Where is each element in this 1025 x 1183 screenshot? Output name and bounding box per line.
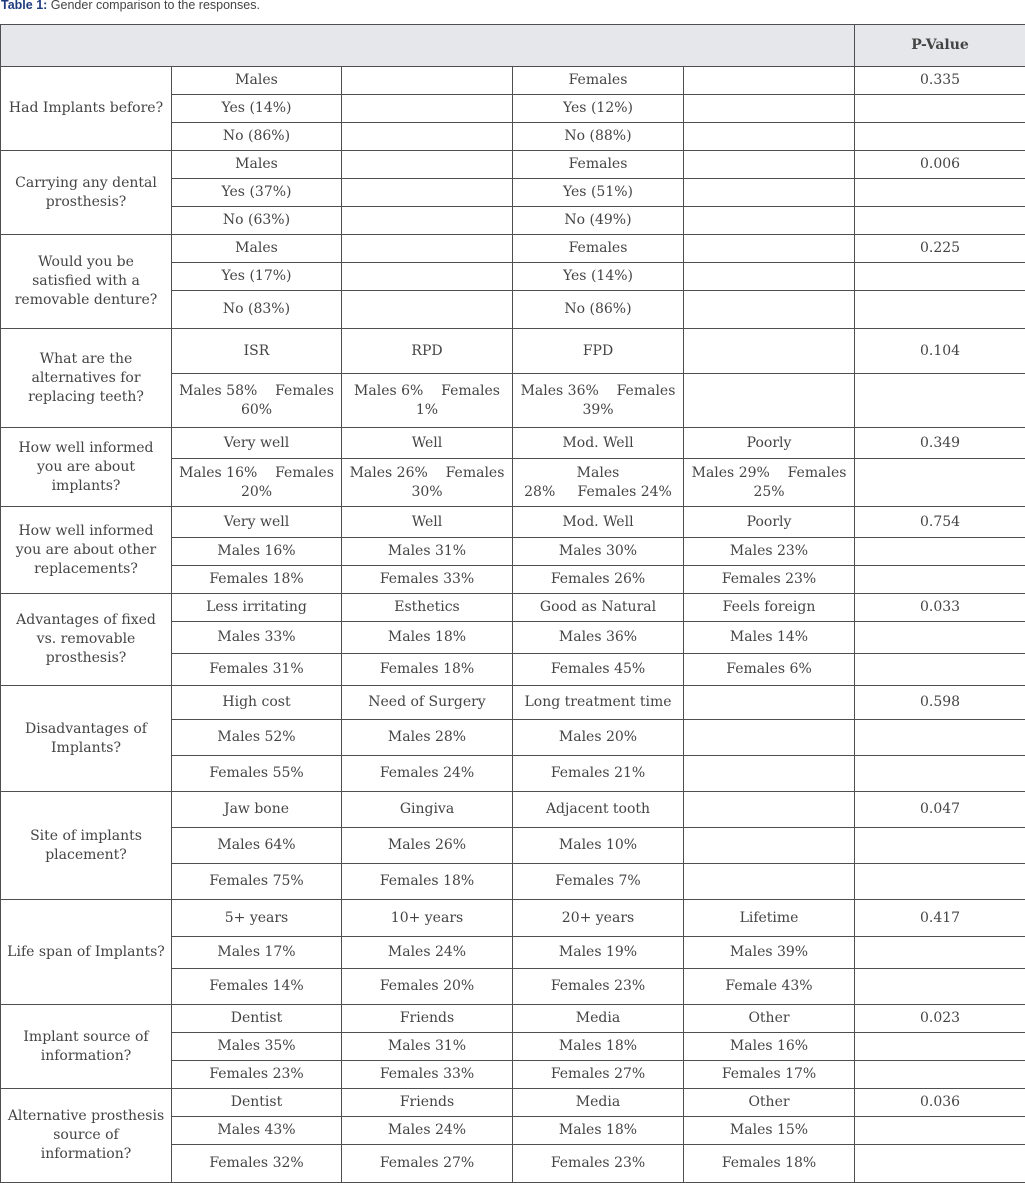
response-cell: Dentist [172,1005,342,1033]
response-cell: Females 24% [342,756,513,792]
pvalue-cell: 0.104 [855,329,1025,374]
response-cell: Yes (14%) [513,263,684,291]
pvalue-cell [855,969,1025,1005]
table-row [1,329,1025,374]
pvalue-cell: 0.417 [855,900,1025,937]
pvalue-cell [855,1117,1025,1145]
response-cell: Males [172,235,342,263]
response-cell: Males 30% [513,538,684,566]
pvalue-cell [855,756,1025,792]
response-cell [684,235,855,263]
response-cell: Well [342,428,513,459]
response-cell: Other [684,1089,855,1117]
response-cell: Females 14% [172,969,342,1005]
response-cell [684,179,855,207]
pvalue-cell [855,291,1025,329]
pvalue-cell: 0.335 [855,67,1025,95]
pvalue-cell [855,720,1025,756]
response-cell: Females 18% [172,566,342,594]
question-cell: Advantages of fixed vs. removable prosthesis? [1,594,172,686]
response-cell: Gingiva [342,792,513,828]
caption-label: Table 1: [1,0,47,12]
response-cell [684,123,855,151]
table-row [1,235,1025,263]
response-cell [342,151,513,179]
response-cell: Males 33% [172,622,342,654]
response-cell: Females [513,151,684,179]
response-cell: Other [684,1005,855,1033]
response-cell: Media [513,1005,684,1033]
pvalue-cell: 0.036 [855,1089,1025,1117]
response-cell: ISR [172,329,342,374]
response-cell: No (88%) [513,123,684,151]
response-cell [684,67,855,95]
response-cell: Females 20% [342,969,513,1005]
question-cell: Life span of Implants? [1,900,172,1005]
pvalue-cell [855,179,1025,207]
response-cell: Males 18% [513,1033,684,1061]
response-cell: Females 23% [684,566,855,594]
response-cell: Females 23% [513,969,684,1005]
pvalue-cell: 0.047 [855,792,1025,828]
question-cell: Alternative prosthesis source of information? [1,1089,172,1183]
response-cell: Males 36% Females 39% [513,374,684,428]
pvalue-cell: 0.349 [855,428,1025,459]
response-cell: Males 31% [342,1033,513,1061]
response-cell: Males 6% Females 1% [342,374,513,428]
response-cell: 5+ years [172,900,342,937]
response-cell [684,263,855,291]
response-cell: Males [172,151,342,179]
response-cell [342,263,513,291]
table-row [1,151,1025,179]
response-cell: Poorly [684,507,855,538]
response-cell: Males 18% [513,1117,684,1145]
response-cell: Good as Natural [513,594,684,622]
question-cell: How well informed you are about implants? [1,428,172,507]
response-cell: Males 31% [342,538,513,566]
response-cell: Males 29% Females 25% [684,459,855,507]
response-cell: Males 35% [172,1033,342,1061]
table-caption [1,0,260,14]
response-cell: Yes (37%) [172,179,342,207]
response-cell: Females 17% [684,1061,855,1089]
question-cell: Implant source of information? [1,1005,172,1089]
question-cell: What are the alternatives for replacing teeth? [1,329,172,428]
response-cell [684,374,855,428]
response-cell: Males 43% [172,1117,342,1145]
response-cell [342,235,513,263]
response-cell [684,686,855,720]
response-cell: Females 26% [513,566,684,594]
pvalue-cell: 0.023 [855,1005,1025,1033]
response-cell: Females 32% [172,1145,342,1183]
response-cell: Jaw bone [172,792,342,828]
pvalue-cell [855,937,1025,969]
response-cell: Males 26% [342,828,513,864]
table-header-row [1,25,1025,67]
response-cell: Males 23% [684,538,855,566]
table-row [1,428,1025,459]
response-cell: Long treatment time [513,686,684,720]
response-cell: Males 18% [342,622,513,654]
response-cell: Males 19% [513,937,684,969]
response-cell: Lifetime [684,900,855,937]
response-cell [684,207,855,235]
response-cell [684,151,855,179]
pvalue-cell: 0.225 [855,235,1025,263]
response-cell: Males 26% Females 30% [342,459,513,507]
pvalue-cell: 0.006 [855,151,1025,179]
table-row [1,686,1025,720]
response-cell: Esthetics [342,594,513,622]
response-cell: Need of Surgery [342,686,513,720]
question-cell: Disadvantages of Implants? [1,686,172,792]
response-cell: Dentist [172,1089,342,1117]
table-row [1,594,1025,622]
response-cell: Less irritating [172,594,342,622]
response-cell [684,95,855,123]
pvalue-cell [855,864,1025,900]
question-cell: Had Implants before? [1,67,172,151]
question-cell: Site of implants placement? [1,792,172,900]
response-cell: Females 33% [342,1061,513,1089]
pvalue-cell [855,654,1025,686]
response-cell: Yes (51%) [513,179,684,207]
pvalue-cell [855,538,1025,566]
pvalue-cell [855,622,1025,654]
response-cell: Females 18% [684,1145,855,1183]
response-cell: High cost [172,686,342,720]
response-cell: Friends [342,1089,513,1117]
response-cell [684,828,855,864]
response-cell: No (86%) [172,123,342,151]
response-cell [684,720,855,756]
response-cell: Males [172,67,342,95]
pvalue-cell [855,566,1025,594]
response-cell [342,291,513,329]
response-cell: Females 31% [172,654,342,686]
response-cell: Females [513,235,684,263]
response-cell [342,179,513,207]
response-cell: No (63%) [172,207,342,235]
response-cell: 20+ years [513,900,684,937]
response-cell: Females 21% [513,756,684,792]
response-cell: Females 18% [342,864,513,900]
table-row [1,792,1025,828]
response-cell: Females 27% [342,1145,513,1183]
pvalue-cell [855,459,1025,507]
pvalue-header: P-Value [855,25,1025,67]
comparison-table [0,24,1025,1183]
response-cell: Males 24% [342,1117,513,1145]
response-cell [684,864,855,900]
pvalue-cell [855,1061,1025,1089]
pvalue-cell [855,828,1025,864]
table-row [1,900,1025,937]
response-cell: Females 18% [342,654,513,686]
response-cell: Males 20% [513,720,684,756]
table-row [1,1005,1025,1033]
response-cell: Males 10% [513,828,684,864]
response-cell: Mod. Well [513,507,684,538]
question-cell: Would you be satisfied with a removable denture? [1,235,172,329]
response-cell: FPD [513,329,684,374]
response-cell: Females [513,67,684,95]
pvalue-cell [855,123,1025,151]
response-cell: Media [513,1089,684,1117]
response-cell: Very well [172,507,342,538]
response-cell: Yes (17%) [172,263,342,291]
response-cell: Males 14% [684,622,855,654]
response-cell: Males 28% Females 24% [513,459,684,507]
caption-text: Gender comparison to the responses. [47,0,260,12]
response-cell [342,207,513,235]
pvalue-cell: 0.033 [855,594,1025,622]
response-cell [684,756,855,792]
pvalue-cell [855,95,1025,123]
response-cell: Yes (14%) [172,95,342,123]
pvalue-cell: 0.598 [855,686,1025,720]
response-cell: Males 58% Females 60% [172,374,342,428]
pvalue-cell [855,1033,1025,1061]
response-cell: Adjacent tooth [513,792,684,828]
table-row [1,1089,1025,1117]
response-cell: Males 24% [342,937,513,969]
response-cell: Males 16% Females 20% [172,459,342,507]
response-cell: Mod. Well [513,428,684,459]
pvalue-cell [855,207,1025,235]
response-cell: Female 43% [684,969,855,1005]
response-cell [342,95,513,123]
response-cell [684,792,855,828]
response-cell: Females 27% [513,1061,684,1089]
response-cell [684,329,855,374]
pvalue-cell [855,374,1025,428]
response-cell: Males 16% [684,1033,855,1061]
response-cell: 10+ years [342,900,513,937]
table-row [1,67,1025,95]
response-cell: Females 23% [513,1145,684,1183]
response-cell: Females 45% [513,654,684,686]
response-cell: Females 33% [342,566,513,594]
response-cell: Males 15% [684,1117,855,1145]
question-cell: Carrying any dental prosthesis? [1,151,172,235]
response-cell: Females 6% [684,654,855,686]
response-cell: No (49%) [513,207,684,235]
response-cell: Males 64% [172,828,342,864]
response-cell [342,67,513,95]
response-cell: Males 16% [172,538,342,566]
response-cell: Males 36% [513,622,684,654]
response-cell: Males 39% [684,937,855,969]
response-cell: Males 52% [172,720,342,756]
pvalue-cell [855,1145,1025,1183]
response-cell: Feels foreign [684,594,855,622]
response-cell: Males 28% [342,720,513,756]
response-cell: RPD [342,329,513,374]
response-cell: Females 23% [172,1061,342,1089]
response-cell: Well [342,507,513,538]
response-cell: Females 55% [172,756,342,792]
header-blank-cell [1,25,855,67]
question-cell: How well informed you are about other replacements? [1,507,172,594]
response-cell: Friends [342,1005,513,1033]
response-cell: Males 17% [172,937,342,969]
pvalue-cell [855,263,1025,291]
pvalue-cell: 0.754 [855,507,1025,538]
response-cell: Very well [172,428,342,459]
response-cell: Poorly [684,428,855,459]
response-cell [342,123,513,151]
response-cell: Yes (12%) [513,95,684,123]
table-row [1,507,1025,538]
response-cell: Females 75% [172,864,342,900]
response-cell: No (83%) [172,291,342,329]
response-cell: Females 7% [513,864,684,900]
response-cell: No (86%) [513,291,684,329]
response-cell [684,291,855,329]
